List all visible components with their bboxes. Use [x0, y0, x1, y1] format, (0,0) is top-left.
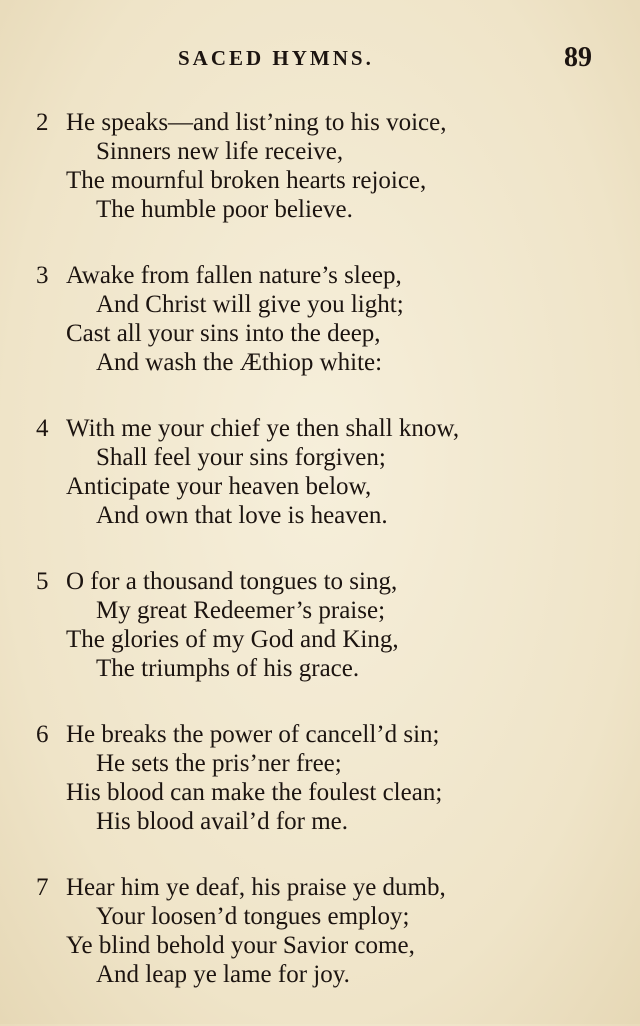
stanza-7	[0, 873, 640, 1026]
verse-line: And own that love is heaven.	[96, 502, 388, 529]
verse-line: And leap ye lame for joy.	[96, 961, 350, 988]
page-header	[0, 42, 640, 82]
verse-line: He sets the pris’ner free;	[96, 750, 342, 777]
verse-line: And Christ will give you light;	[96, 291, 404, 318]
verse-line: Awake from fallen nature’s sleep,	[66, 262, 402, 289]
verse-line: Sinners new life receive,	[96, 138, 344, 165]
stanza-2	[0, 108, 640, 261]
verse-line: O for a thousand tongues to sing,	[66, 568, 398, 595]
verse-number: 7	[36, 874, 49, 901]
stanza-6	[0, 720, 640, 873]
verse-line: With me your chief ye then shall know,	[66, 415, 460, 442]
verse-number: 4	[36, 415, 49, 442]
verse-number: 6	[36, 721, 49, 748]
verse-number: 5	[36, 568, 49, 595]
verse-number: 3	[36, 262, 49, 289]
stanza-3	[0, 261, 640, 414]
verse-number: 2	[36, 109, 49, 136]
hymn-text	[0, 108, 640, 1026]
verse-line: His blood avail’d for me.	[96, 808, 349, 835]
running-title: SACED HYMNS.	[178, 46, 374, 70]
verse-line: Anticipate your heaven below,	[66, 473, 372, 500]
verse-line: Your loosen’d tongues employ;	[96, 903, 410, 930]
verse-line: Shall feel your sins forgiven;	[96, 444, 386, 471]
verse-line: His blood can make the foulest clean;	[66, 779, 443, 806]
verse-line: Hear him ye deaf, his praise ye dumb,	[66, 874, 446, 901]
verse-line: He speaks—and list’ning to his voice,	[66, 109, 447, 136]
page-number: 89	[564, 42, 592, 73]
verse-line: The glories of my God and King,	[66, 626, 399, 653]
verse-line: My great Redeemer’s praise;	[96, 597, 386, 624]
verse-line: Ye blind behold your Savior come,	[66, 932, 415, 959]
verse-line: The humble poor believe.	[96, 196, 353, 223]
verse-line: And wash the Æthiop white:	[96, 349, 383, 376]
verse-line: The mournful broken hearts rejoice,	[66, 167, 427, 194]
stanza-5	[0, 567, 640, 720]
verse-line: Cast all your sins into the deep,	[66, 320, 381, 347]
verse-line: The triumphs of his grace.	[96, 655, 360, 682]
verse-line: He breaks the power of cancell’d sin;	[66, 721, 440, 748]
stanza-4	[0, 414, 640, 567]
